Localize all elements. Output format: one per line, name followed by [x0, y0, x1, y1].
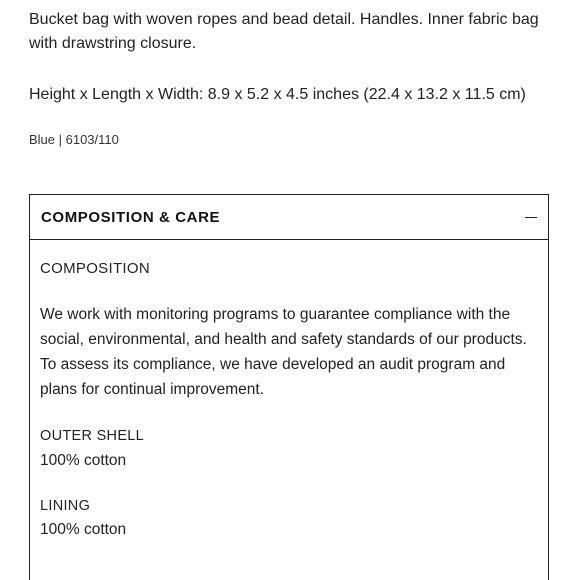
material-label-lining: LINING [40, 498, 91, 514]
product-description: Bucket bag with woven ropes and bead detail. Handles. Inner fabric bag with drawstring closure. [29, 11, 539, 52]
product-dimensions: Height x Length x Width: 8.9 x 5.2 x 4.5 inches (22.4 x 13.2 x 11.5 cm) [29, 86, 526, 103]
minus-icon[interactable] [524, 210, 538, 224]
compliance-policy-text: We work with monitoring programs to guarantee compliance with the social, environmental, and health and safety standards of our products. To assess its compliance, we have developed an audit program and plans for continual improvement. [40, 306, 527, 398]
composition-care-title: COMPOSITION & CARE [41, 208, 221, 226]
material-label-outer-shell: OUTER SHELL [40, 428, 145, 444]
composition-care-toggle[interactable] [30, 195, 548, 240]
product-color-reference: Blue | 6103/110 [29, 132, 119, 147]
composition-heading: COMPOSITION [40, 260, 150, 277]
material-value-outer-shell: 100% cotton [40, 452, 127, 469]
material-value-lining: 100% cotton [40, 521, 127, 538]
composition-care-panel [29, 194, 549, 580]
